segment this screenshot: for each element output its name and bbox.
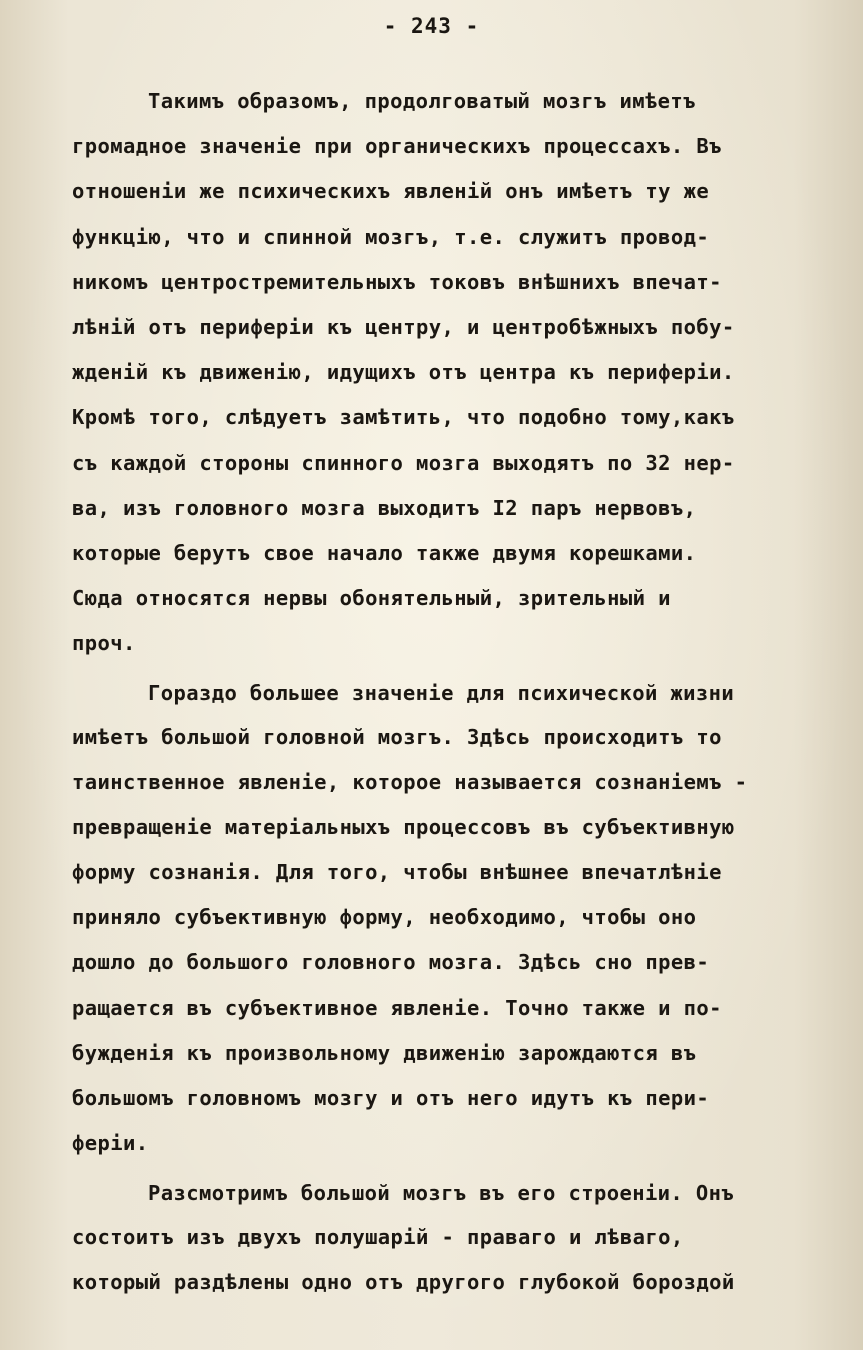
text-line: имѣетъ большой головной мозгъ. Здѣсь происходитъ то	[72, 725, 722, 749]
text-line: отношеніи же психическихъ явленій онъ имѣетъ ту же	[72, 179, 710, 203]
text-line: жденій къ движенію, идущихъ отъ центра къ периферіи.	[72, 360, 735, 384]
text-line: Кромѣ того, слѣдуетъ замѣтить, что подобно тому,какъ	[72, 405, 735, 429]
text-line: который раздѣлены одно отъ другого глубокой бороздой	[72, 1270, 735, 1294]
text-line: лѣній отъ периферіи къ центру, и центробѣжныхъ побу-	[72, 315, 735, 339]
text-line: состоитъ изъ двухъ полушарій - праваго и лѣваго,	[72, 1225, 684, 1249]
text-line: большомъ головномъ мозгу и отъ него идутъ къ пери-	[72, 1086, 710, 1110]
text-line: таинственное явленіе, которое называется сознаніемъ -	[72, 770, 748, 794]
text-line: ращается въ субъективное явленіе. Точно также и по-	[72, 996, 722, 1020]
text-line: никомъ центростремительныхъ токовъ внѣшнихъ впечат-	[72, 270, 722, 294]
text-line: бужденія къ произвольному движенію зарождаются въ	[72, 1041, 697, 1065]
text-line: дошло до большого головного мозга. Здѣсь сно прев-	[72, 950, 710, 974]
text-line: феріи.	[72, 1131, 149, 1155]
text-line: Гораздо большее значеніе для психической жизни	[148, 681, 735, 705]
text-line: съ каждой стороны спинного мозга выходятъ по 32 нер-	[72, 451, 735, 475]
text-line: превращеніе матеріальныхъ процессовъ въ субъективную	[72, 815, 735, 839]
text-line: Такимъ образомъ, продолговатый мозгъ имѣетъ	[148, 89, 696, 113]
text-line: Разсмотримъ большой мозгъ въ его строеніи. Онъ	[148, 1181, 735, 1205]
text-line: Сюда относятся нервы обонятельный, зрительный и	[72, 586, 671, 610]
text-line: приняло субъективную форму, необходимо, чтобы оно	[72, 905, 697, 929]
text-line: ва, изъ головного мозга выходитъ I2 паръ нервовъ,	[72, 496, 697, 520]
page-number: - 243 -	[383, 14, 480, 38]
text-line: форму сознанія. Для того, чтобы внѣшнее впечатлѣніе	[72, 860, 722, 884]
text-line: проч.	[72, 631, 136, 655]
text-line: громадное значеніе при органическихъ процессахъ. Въ	[72, 134, 722, 158]
text-line: которые берутъ свое начало также двумя корешками.	[72, 541, 697, 565]
text-line: функцію, что и спинной мозгъ, т.е. служитъ провод-	[72, 225, 710, 249]
